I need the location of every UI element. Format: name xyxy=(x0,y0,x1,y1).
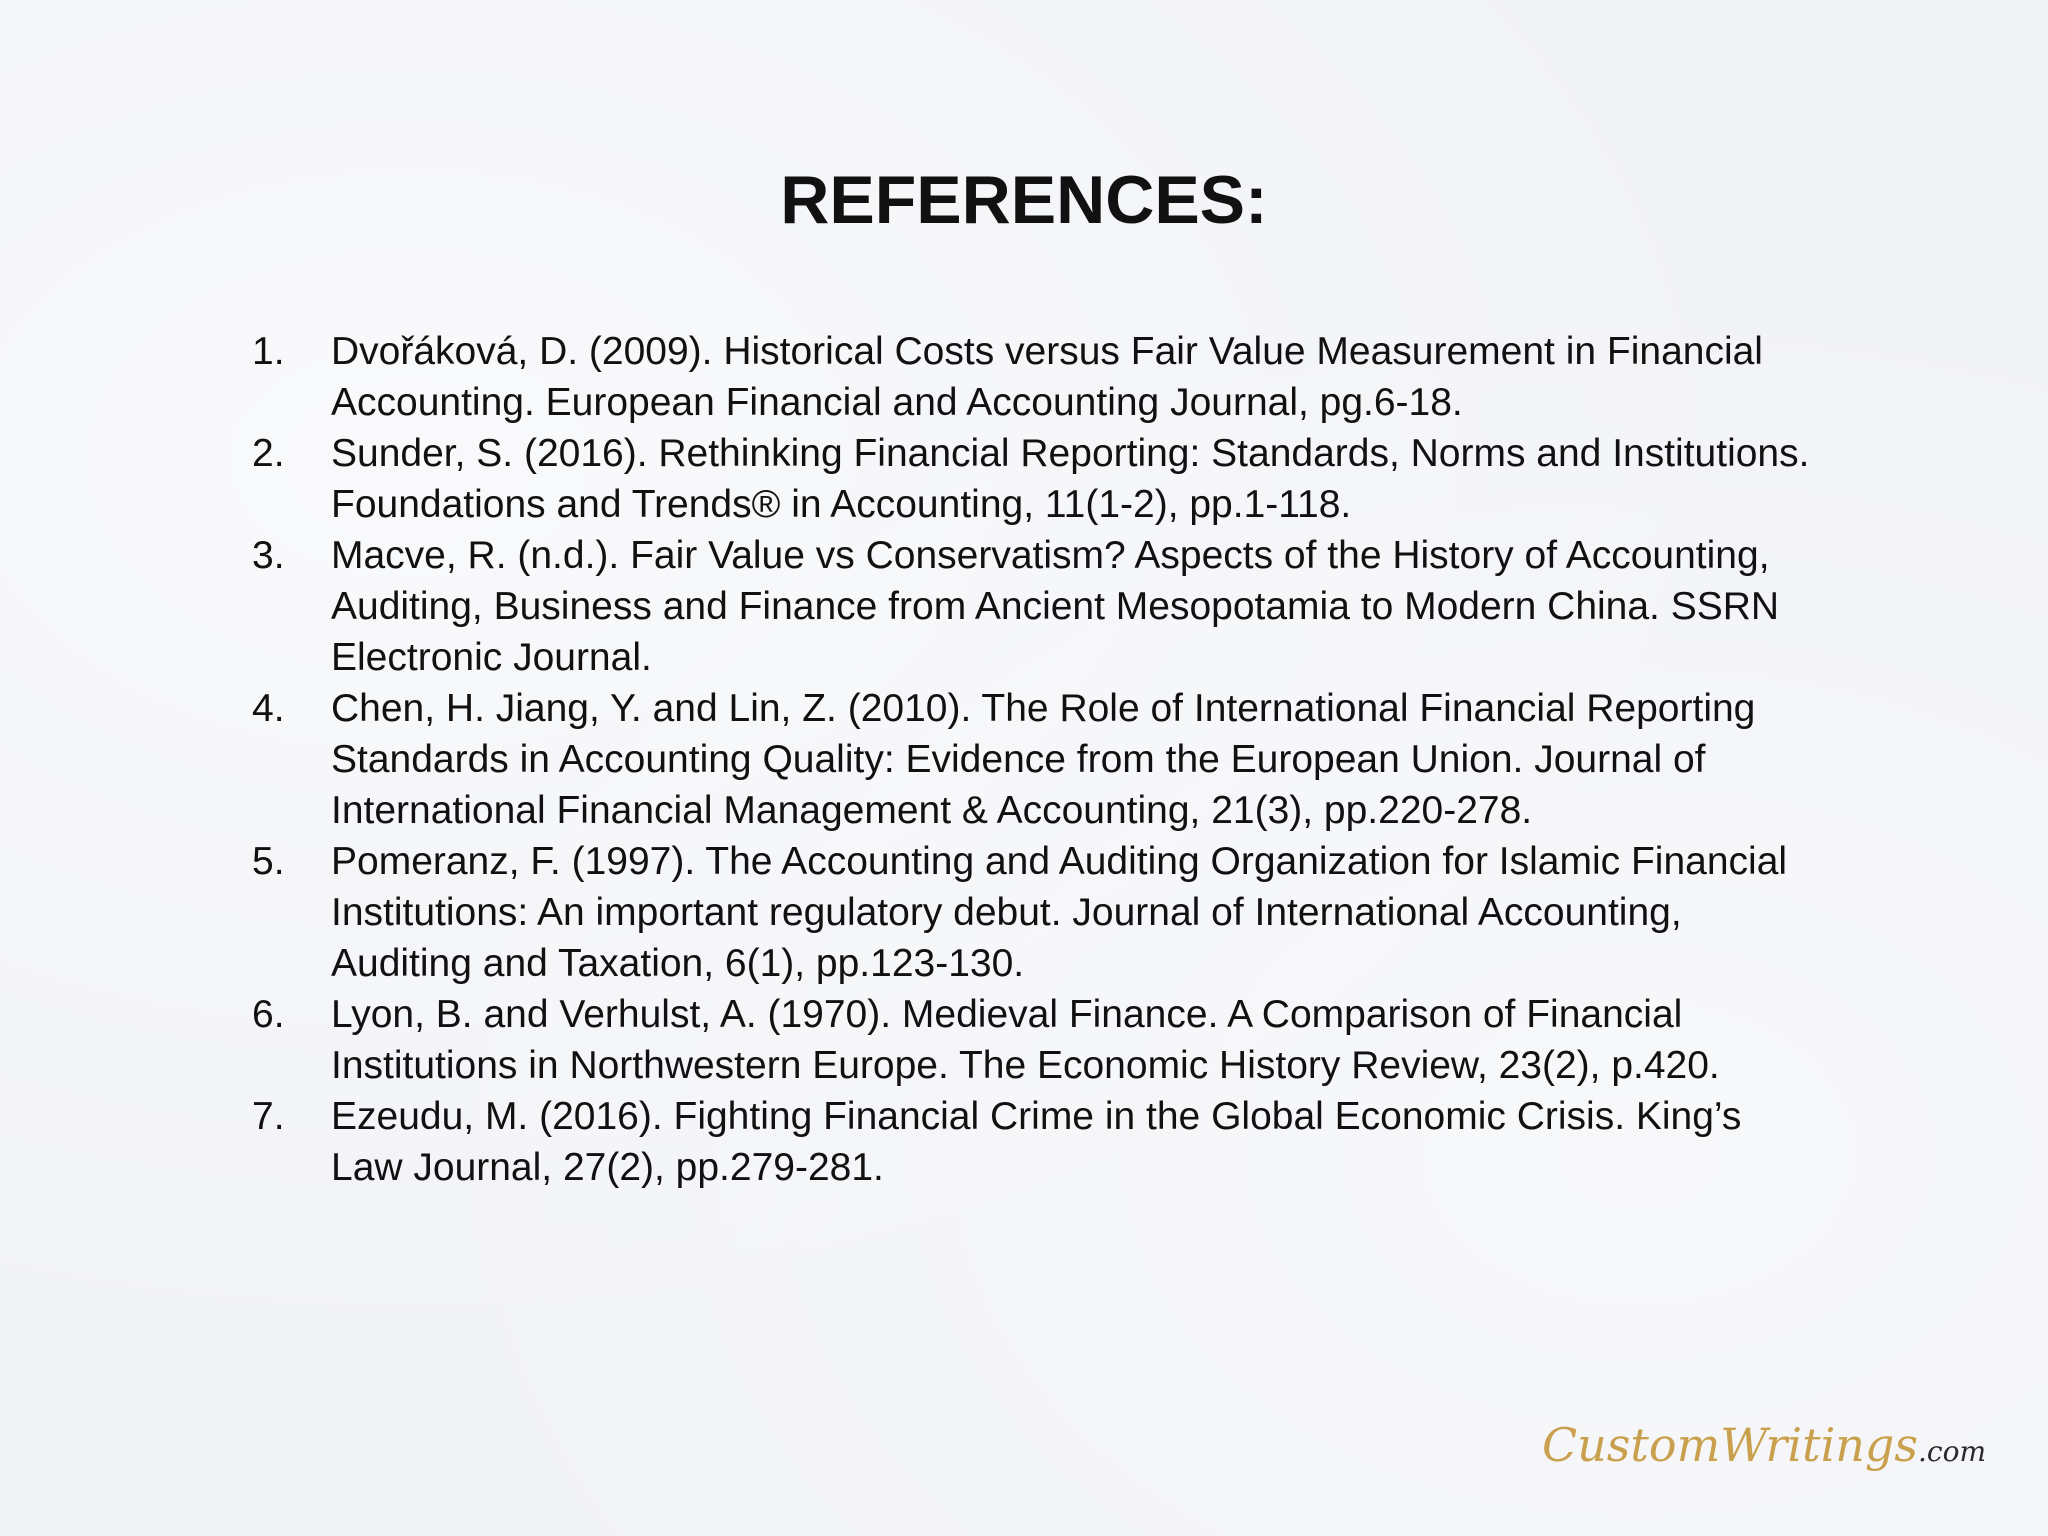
customwritings-logo xyxy=(1542,1418,1986,1472)
reference-number: 7. xyxy=(252,1095,285,1138)
reference-text: Chen, H. Jiang, Y. and Lin, Z. (2010). The Role of International Financial Reporting Standards in Accounting Quality: Evidence from the European Union. Journal of International Financial Management & Accounting, 21(3), pp.220-278. xyxy=(331,687,1756,832)
reference-list xyxy=(252,326,1812,1193)
reference-number: 2. xyxy=(252,432,285,475)
logo-tld-text: .com xyxy=(1918,1435,1986,1468)
reference-text: Pomeranz, F. (1997). The Accounting and Auditing Organization for Islamic Financial Institutions: An important regulatory debut. Journal of International Accounting, Auditing and Taxation, 6(1), pp.123-130. xyxy=(331,840,1788,985)
reference-text: Ezeudu, M. (2016). Fighting Financial Crime in the Global Economic Crisis. King’s Law Journal, 27(2), pp.279-281. xyxy=(331,1095,1742,1189)
page-title: REFERENCES: xyxy=(780,162,1268,238)
reference-item-4 xyxy=(252,683,1812,836)
reference-item-2 xyxy=(252,428,1812,530)
reference-number: 5. xyxy=(252,840,285,883)
reference-number: 3. xyxy=(252,534,285,577)
reference-item-7 xyxy=(252,1091,1812,1193)
reference-text: Lyon, B. and Verhulst, A. (1970). Medieval Finance. A Comparison of Financial Institutions in Northwestern Europe. The Economic History Review, 23(2), p.420. xyxy=(331,993,1720,1087)
reference-text: Sunder, S. (2016). Rethinking Financial Reporting: Standards, Norms and Institutions. Foundations and Trends® in Accounting, 11(1-2), pp.1-118. xyxy=(331,432,1810,526)
reference-number: 4. xyxy=(252,687,285,730)
reference-text: Dvořáková, D. (2009). Historical Costs versus Fair Value Measurement in Financial Accounting. European Financial and Accounting Journal, pg.6-18. xyxy=(331,330,1763,424)
reference-item-6 xyxy=(252,989,1812,1091)
reference-item-3 xyxy=(252,530,1812,683)
logo-main-text: CustomWritings xyxy=(1541,1418,1918,1472)
reference-item-5 xyxy=(252,836,1812,989)
reference-text: Macve, R. (n.d.). Fair Value vs Conservatism? Aspects of the History of Accounting, Auditing, Business and Finance from Ancient Mesopotamia to Modern China. SSRN Electronic Journal. xyxy=(331,534,1780,679)
reference-item-1 xyxy=(252,326,1812,428)
reference-number: 1. xyxy=(252,330,285,373)
reference-number: 6. xyxy=(252,993,285,1036)
